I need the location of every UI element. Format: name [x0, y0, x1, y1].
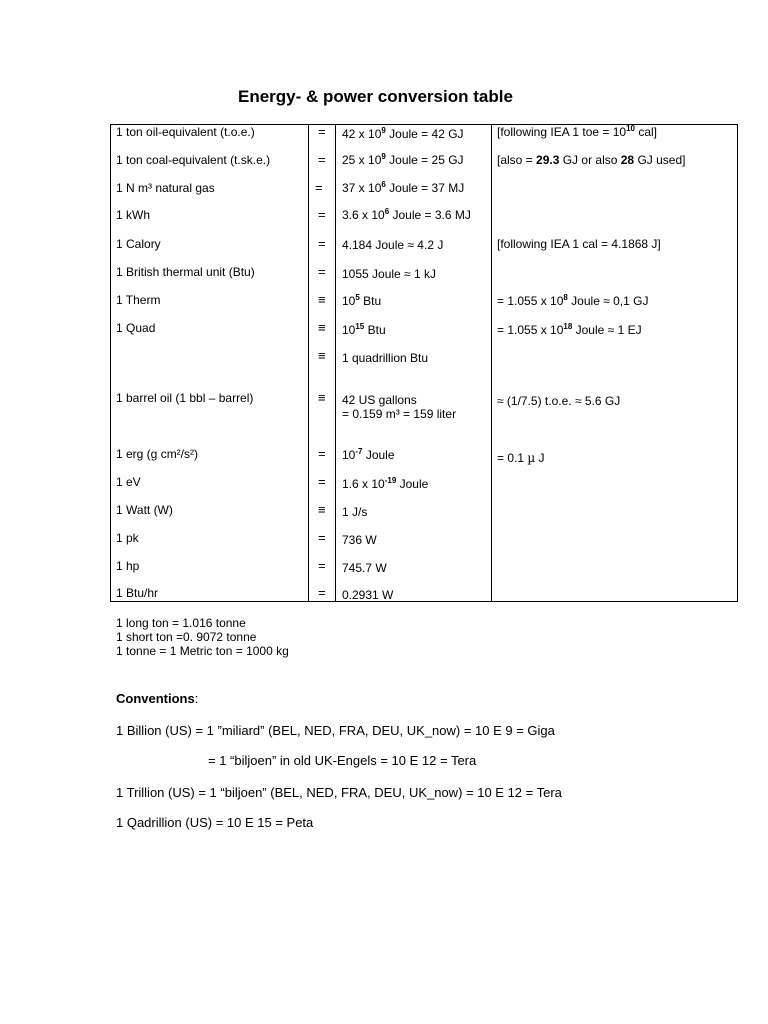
- unit-cell: 1 pk: [116, 531, 139, 545]
- unit-cell: 1 Quad: [116, 321, 156, 335]
- column-divider: [335, 125, 336, 601]
- value-cell: 42 US gallons: [342, 393, 417, 407]
- value-cell: $10^5$ Btu: [342, 293, 382, 308]
- unit-cell: 1 N m³ natural gas: [116, 181, 215, 195]
- value-cell: $10^{-7}$ Joule: [342, 447, 395, 462]
- operator-cell: =: [318, 124, 326, 139]
- value-cell: 4.184 Joule ≈ 4.2 J: [342, 238, 444, 252]
- operator-cell: ≡: [318, 320, 326, 335]
- page-title: Energy- & power conversion table: [238, 87, 513, 106]
- unit-cell: 1 eV: [116, 475, 141, 489]
- operator-cell: =: [318, 474, 326, 489]
- operator-cell: =: [318, 530, 326, 545]
- operator-cell: ≡: [318, 502, 326, 517]
- value-cell: 1 quadrillion Btu: [342, 351, 429, 365]
- unit-cell: 1 ton oil-equivalent (t.o.e.): [116, 125, 255, 139]
- value-cell: 1 J/s: [342, 505, 368, 519]
- unit-cell: 1 Watt (W): [116, 503, 173, 517]
- operator-cell: ≡: [318, 292, 326, 307]
- note-line: 1 tonne = 1 Metric ton = 1000 kg: [116, 644, 289, 658]
- operator-cell: =: [318, 558, 326, 573]
- value-cell: 0.2931 W: [342, 588, 394, 602]
- operator-cell: =: [315, 180, 323, 195]
- value-cell-line2: = 0.159 m³ = 159 liter: [342, 407, 457, 421]
- unit-cell: 1 Therm: [116, 293, 161, 307]
- note-line: 1 long ton = 1.016 tonne: [116, 616, 246, 630]
- operator-cell: =: [318, 264, 326, 279]
- operator-cell: =: [318, 585, 326, 600]
- operator-cell: ≡: [318, 390, 326, 405]
- convention-line: = 1 “biljoen” in old UK-Engels = 10 E 12 = Tera: [208, 753, 477, 768]
- value-cell: 736 W: [342, 533, 377, 547]
- unit-cell: 1 erg (g cm²/s²): [116, 447, 199, 461]
- unit-cell: 1 barrel oil (1 bbl – barrel): [116, 391, 254, 405]
- unit-cell: 1 ton coal-equivalent (t.sk.e.): [116, 153, 271, 167]
- value-cell: 3.6 x $10^6$ Joule = 3.6 MJ: [342, 207, 471, 222]
- note-cell: [following IEA 1 cal = 4.1868 J]: [497, 237, 661, 251]
- operator-cell: ≡: [318, 348, 326, 363]
- conversion-table: [110, 124, 738, 602]
- column-divider: [491, 125, 492, 601]
- note-cell: = 0.1 µ J: [497, 451, 545, 465]
- note-line: 1 short ton =0. 9072 tonne: [116, 630, 257, 644]
- note-cell: ≈ (1/7.5) t.o.e. ≈ 5.6 GJ: [497, 394, 621, 408]
- convention-line: 1 Qadrillion (US) = 10 E 15 = Peta: [116, 815, 314, 830]
- unit-cell: 1 hp: [116, 559, 140, 573]
- unit-cell: 1 Btu/hr: [116, 586, 159, 600]
- note-cell: [also = 29.3 GJ or also 28 GJ used]: [497, 153, 686, 167]
- note-cell: = 1.055 x $10^8$ Joule ≈ 0,1 GJ: [497, 293, 649, 308]
- operator-cell: =: [318, 207, 326, 222]
- value-cell: 37 x $10^6$ Joule = 37 MJ: [342, 180, 465, 195]
- convention-line: 1 Trillion (US) = 1 “biljoen” (BEL, NED, FRA, DEU, UK_now) = 10 E 12 = Tera: [116, 785, 562, 800]
- value-cell: 745.7 W: [342, 561, 387, 575]
- unit-cell: 1 British thermal unit (Btu): [116, 265, 255, 279]
- operator-cell: =: [318, 152, 326, 167]
- value-cell: 1.6 x $10^{-19}$ Joule: [342, 476, 429, 491]
- operator-cell: =: [318, 236, 326, 251]
- note-cell: = 1.055 x $10^{18}$ Joule ≈ 1 EJ: [497, 322, 642, 337]
- value-cell: 25 x $10^9$ Joule = 25 GJ: [342, 152, 464, 167]
- unit-cell: 1 Calory: [116, 237, 161, 251]
- value-cell: $10^{15}$ Btu: [342, 322, 386, 337]
- operator-cell: =: [318, 446, 326, 461]
- conventions-heading: Conventions:: [116, 691, 199, 706]
- note-cell: [following IEA 1 toe = $10^{10}$ cal]: [497, 124, 658, 139]
- ton-notes: [116, 616, 289, 658]
- value-cell: 42 x $10^9$ Joule = 42 GJ: [342, 126, 464, 141]
- unit-cell: 1 kWh: [116, 208, 151, 222]
- column-divider: [308, 125, 309, 601]
- convention-line: 1 Billion (US) = 1 ”miliard” (BEL, NED, FRA, DEU, UK_now) = 10 E 9 = Giga: [116, 723, 555, 738]
- value-cell: 1055 Joule ≈ 1 kJ: [342, 267, 436, 281]
